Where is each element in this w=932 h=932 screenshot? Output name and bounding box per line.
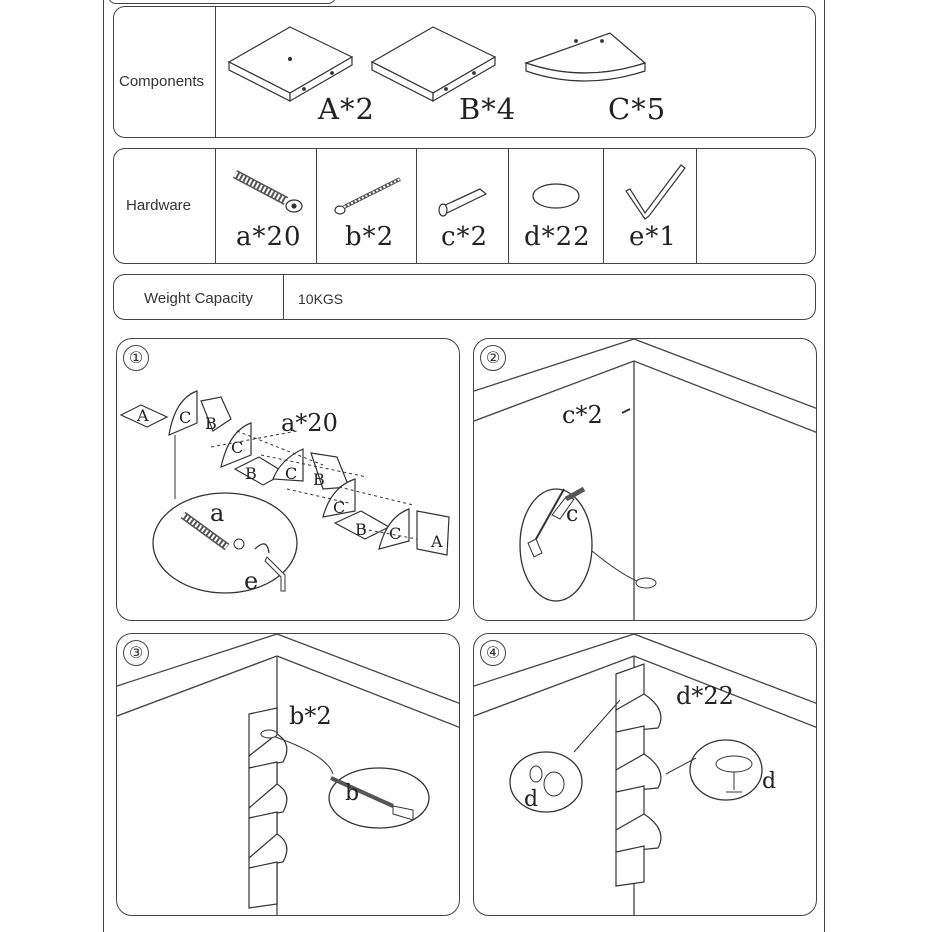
components-row (113, 6, 816, 138)
step-1-illustration (117, 339, 460, 621)
corner-shelf-unit (616, 664, 661, 886)
cam-bolt-icon (235, 174, 302, 212)
step-4-label-d-right: d (762, 769, 777, 794)
step-1-number: ① (123, 345, 149, 371)
screw-icon (335, 179, 400, 214)
svg-text:A: A (431, 532, 443, 551)
weight-capacity-value: 10KGS (298, 291, 344, 307)
step-2-number: ② (480, 345, 506, 371)
component-c-label: C*5 (608, 92, 667, 126)
components-label: Components (119, 73, 205, 90)
step-1-label-a: a (210, 499, 225, 527)
hardware-label: Hardware (126, 197, 192, 214)
wall-anchor-icon (439, 189, 486, 216)
allen-key-icon (626, 165, 685, 219)
step-4-panel (473, 633, 817, 916)
step-4-number: ④ (480, 640, 506, 666)
component-b-label: B*4 (459, 92, 517, 126)
shelf-c-icon (526, 33, 645, 81)
step-1-label-e: e (244, 567, 259, 595)
weight-divider (283, 275, 284, 319)
component-a-label: A*2 (318, 92, 375, 126)
step-4-illustration (474, 634, 817, 916)
step-1-panel (116, 338, 460, 621)
step-3-number: ③ (123, 640, 149, 666)
step-4-callout: d*22 (676, 682, 734, 710)
step-3-illustration (117, 634, 460, 916)
hardware-row (113, 148, 816, 264)
svg-text:C: C (389, 524, 402, 543)
step-3-panel (116, 633, 460, 916)
weight-capacity-row (113, 274, 816, 320)
weight-capacity-label: Weight Capacity (144, 290, 253, 307)
step-4-label-d-left: d (524, 787, 539, 812)
step-2-callout: c*2 (562, 401, 603, 429)
hardware-e-label: e*1 (629, 222, 677, 252)
svg-text:C: C (179, 408, 192, 427)
svg-text:C: C (333, 498, 346, 517)
step-2-label-c: c (566, 502, 579, 527)
hardware-c-label: c*2 (441, 222, 489, 252)
svg-text:C: C (231, 438, 244, 457)
svg-text:B: B (245, 464, 257, 483)
pad-icon (533, 184, 579, 208)
step-3-label-b: b (345, 781, 360, 806)
step-3-callout: b*2 (289, 702, 332, 730)
header-tab (108, 0, 336, 4)
svg-text:B: B (205, 414, 217, 433)
svg-text:C: C (285, 464, 298, 483)
panel-b-icon (372, 27, 495, 101)
hardware-b-label: b*2 (345, 222, 395, 252)
hardware-d-label: d*22 (524, 222, 591, 252)
step-2-illustration (474, 339, 817, 621)
svg-text:B: B (313, 470, 325, 489)
step-2-panel (473, 338, 817, 621)
svg-text:A: A (137, 406, 149, 425)
svg-text:B: B (355, 520, 367, 539)
step-1-callout: a*20 (281, 409, 338, 437)
hardware-a-label: a*20 (236, 222, 302, 252)
